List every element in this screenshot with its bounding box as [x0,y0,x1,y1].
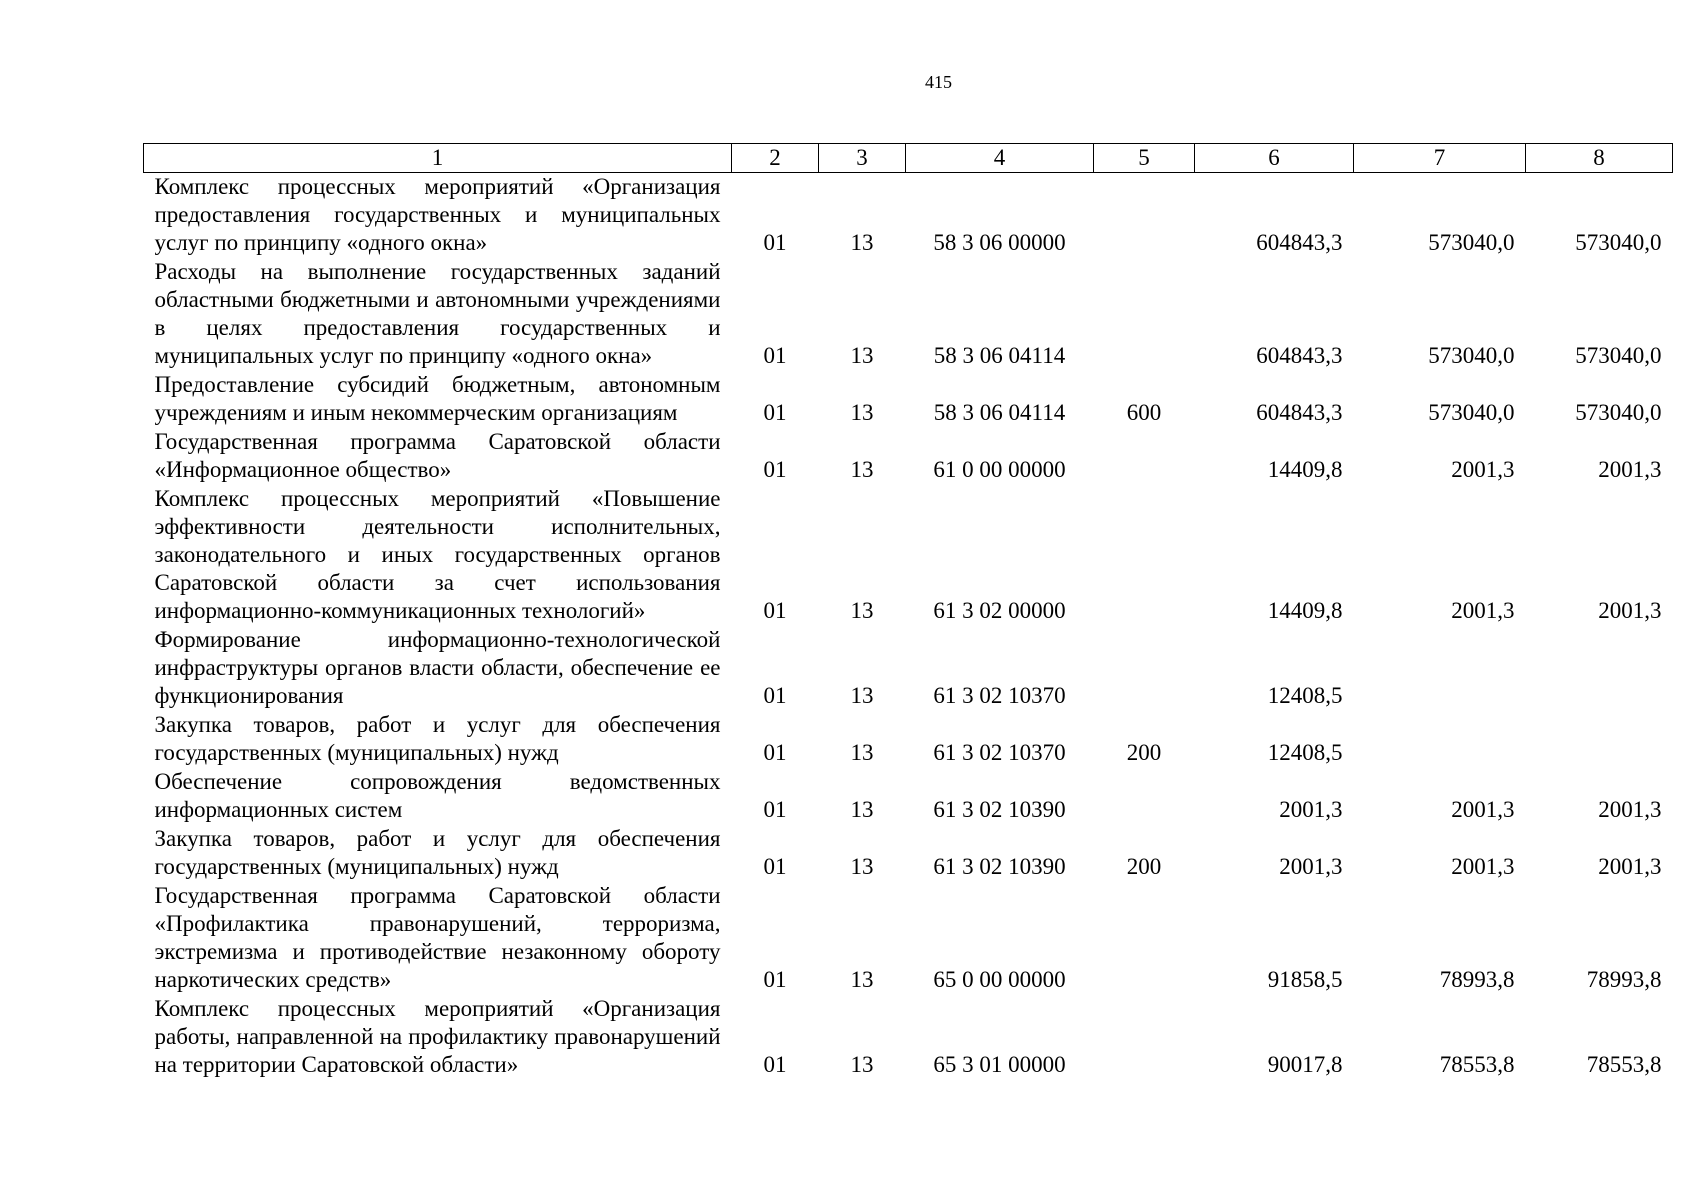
row-amount-3: 573040,0 [1575,400,1662,425]
row-expense-type [1094,428,1195,485]
header-cell-2: 2 [732,144,819,173]
row-amount-3: 573040,0 [1575,230,1662,255]
row-amount-1: 90017,8 [1267,1052,1343,1077]
row-amount-1: 12408,5 [1267,740,1343,765]
header-cell-1: 1 [144,144,732,173]
row-section: 01 [763,598,787,623]
row-section: 01 [763,967,787,992]
row-section: 01 [763,740,787,765]
header-cell-8: 8 [1526,144,1673,173]
row-name: Предоставление субсидий бюджетным, автономным учреждениям и иным некоммерческим организациям [154,372,721,425]
page-number: 415 [925,72,952,92]
row-amount-2: 573040,0 [1428,230,1515,255]
row-subsection: 13 [850,1052,874,1077]
row-amount-1: 604843,3 [1256,400,1343,425]
row-expense-type: 200 [1126,740,1162,765]
row-expense-type [1094,485,1195,626]
row-section: 01 [763,230,787,255]
row-amount-3: 2001,3 [1598,854,1662,879]
row-amount-1: 14409,8 [1267,598,1343,623]
row-name: Комплекс процессных мероприятий «Организация работы, направленной на профилактику правонарушений на территории Саратовской области» [154,996,721,1077]
row-subsection: 13 [850,343,874,368]
row-target-code: 58 3 06 04114 [933,400,1066,425]
row-target-code: 61 3 02 00000 [933,598,1066,623]
row-target-code: 61 3 02 10390 [933,854,1066,879]
row-name: Комплекс процессных мероприятий «Организация предоставления государственных и муниципальных услуг по принципу «одного окна» [154,174,721,255]
row-amount-1: 91858,5 [1267,967,1343,992]
row-target-code: 65 0 00 00000 [933,967,1066,992]
row-subsection: 13 [850,683,874,708]
row-amount-2 [1354,711,1526,768]
row-subsection: 13 [850,797,874,822]
table-row [144,711,1673,768]
table-row [144,882,1673,995]
row-section: 01 [763,343,787,368]
row-section: 01 [763,854,787,879]
table-row [144,428,1673,485]
row-amount-1: 2001,3 [1279,854,1343,879]
row-amount-2: 2001,3 [1451,598,1515,623]
row-amount-3: 78993,8 [1586,967,1662,992]
row-target-code: 61 3 02 10390 [933,797,1066,822]
row-section: 01 [763,400,787,425]
row-section: 01 [763,797,787,822]
table-row [144,768,1673,825]
header-cell-3: 3 [819,144,906,173]
row-expense-type: 600 [1126,400,1162,425]
row-target-code: 61 3 02 10370 [933,683,1066,708]
row-name: Государственная программа Саратовской области «Информационное общество» [154,429,721,482]
table-row [144,626,1673,711]
row-section: 01 [763,457,787,482]
table-row [144,258,1673,371]
row-expense-type [1094,882,1195,995]
row-section: 01 [763,683,787,708]
row-subsection: 13 [850,230,874,255]
row-amount-1: 2001,3 [1279,797,1343,822]
row-name: Обеспечение сопровождения ведомственных информационных систем [154,769,721,822]
row-subsection: 13 [850,740,874,765]
row-amount-2: 2001,3 [1451,854,1515,879]
header-cell-5: 5 [1094,144,1195,173]
row-amount-3 [1526,626,1673,711]
row-subsection: 13 [850,457,874,482]
budget-table [143,143,1673,1080]
row-amount-1: 12408,5 [1267,683,1343,708]
row-target-code: 61 0 00 00000 [933,457,1066,482]
row-expense-type [1094,626,1195,711]
row-amount-2: 78553,8 [1439,1052,1515,1077]
row-amount-3: 78553,8 [1586,1052,1662,1077]
row-amount-2: 2001,3 [1451,457,1515,482]
row-amount-2 [1354,626,1526,711]
table-row [144,995,1673,1080]
row-name: Закупка товаров, работ и услуг для обеспечения государственных (муниципальных) нужд [154,826,721,879]
row-amount-1: 604843,3 [1256,343,1343,368]
header-cell-6: 6 [1195,144,1354,173]
row-name: Государственная программа Саратовской области «Профилактика правонарушений, терроризма, экстремизма и противодействие незаконному обороту наркотических средств» [154,883,721,992]
header-cell-7: 7 [1354,144,1526,173]
row-subsection: 13 [850,854,874,879]
row-subsection: 13 [850,967,874,992]
table-row [144,371,1673,428]
header-row [144,144,1673,173]
row-amount-3: 2001,3 [1598,457,1662,482]
row-target-code: 58 3 06 04114 [933,343,1066,368]
row-name: Закупка товаров, работ и услуг для обеспечения государственных (муниципальных) нужд [154,712,721,765]
row-amount-1: 14409,8 [1267,457,1343,482]
row-target-code: 65 3 01 00000 [933,1052,1066,1077]
row-name: Формирование информационно-технологической инфраструктуры органов власти области, обеспечение ее функционирования [154,627,721,708]
row-amount-2: 573040,0 [1428,343,1515,368]
row-amount-3: 2001,3 [1598,598,1662,623]
row-section: 01 [763,1052,787,1077]
table-row [144,173,1673,259]
row-expense-type [1094,258,1195,371]
row-amount-3: 573040,0 [1575,343,1662,368]
row-amount-2: 573040,0 [1428,400,1515,425]
row-subsection: 13 [850,400,874,425]
table-row [144,825,1673,882]
row-target-code: 61 3 02 10370 [933,740,1066,765]
row-target-code: 58 3 06 00000 [933,230,1066,255]
row-amount-2: 78993,8 [1439,967,1515,992]
row-amount-1: 604843,3 [1256,230,1343,255]
row-amount-3: 2001,3 [1598,797,1662,822]
row-name: Расходы на выполнение государственных заданий областными бюджетными и автономными учреждениями в целях предоставления государственных и муниципальных услуг по принципу «одного окна» [154,259,721,368]
row-expense-type: 200 [1126,854,1162,879]
row-subsection: 13 [850,598,874,623]
header-cell-4: 4 [906,144,1094,173]
row-amount-3 [1526,711,1673,768]
row-name: Комплекс процессных мероприятий «Повышение эффективности деятельности исполнительных, законодательного и иных государственных органов Саратовской области за счет использования информационно-коммуникационных технологий» [154,486,721,623]
row-expense-type [1094,768,1195,825]
row-expense-type [1094,173,1195,259]
row-expense-type [1094,995,1195,1080]
row-amount-2: 2001,3 [1451,797,1515,822]
table-row [144,485,1673,626]
